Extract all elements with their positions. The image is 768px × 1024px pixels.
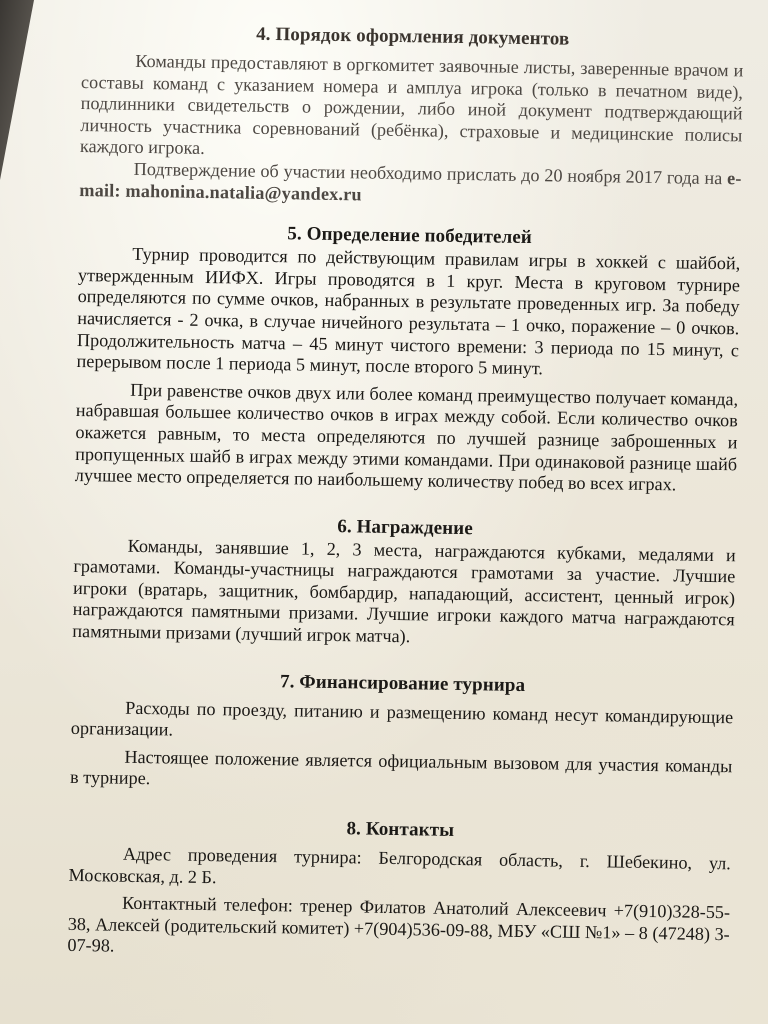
section-8-phones: Контактный телефон: тренер Филатов Анатолий Алексеевич +7(910)328-55-38, Алексей (родительский комитет) +7(904)536-09-88, МБУ «СШ №1» – 8 (47248) 3-07-98. [67, 892, 731, 957]
section-document-procedure [79, 20, 744, 212]
section-4-confirmation-text: Подтверждение об участии необходимо прислать до 20 ноября 2017 года на [133, 158, 728, 189]
section-5-title: 5. Определение победителей [287, 223, 533, 249]
section-8-address: Адрес проведения турнира: Белгородская область, г. Шебекино, ул. Московская, д. 2 Б. [68, 843, 731, 887]
section-8-title: 8. Контакты [346, 818, 455, 841]
section-4-paragraph-1: Команды предоставляют в оргкомитет заявочные листы, заверенные врачом и составы команд с указанием номера и амплуа игрока (только в печатном виде), подлинники свидетельств о рождении, либо иной документ подтверждающий личность участника соревнований (ребёнка), страховые и медицинские полисы каждого игрока. [79, 50, 744, 159]
section-7-paragraph-1: Расходы по проезду, питанию и размещению команд несут командирующие организации. [70, 697, 734, 740]
document-content [67, 20, 744, 967]
photo-background-edge [0, 0, 34, 180]
section-6-title: 6. Награждение [337, 515, 473, 539]
section-7-title: 7. Финансирование турнира [279, 670, 526, 696]
section-5-paragraph-1: Турнир проводится по действующим правилам игры в хоккей с шайбой, утвержденным ИИФХ. Игры проводятся в 1 круг. Места в круговом турнире определяются по сумме очков, набранных в результате проведенных игр. За победу начисляется - 2 очка, в случае ничейного результата – 1 очко, поражение – 0 очков. Продолжительность матча – 45 минут чистого времени: 3 периода по 15 минут, с перерывом после 1 периода 5 минут, после второго 5 минут. [76, 243, 741, 379]
section-4-title: 4. Порядок оформления документов [256, 23, 570, 50]
section-7-paragraph-2: Настоящее положение является официальным вызовом для участия команды в турнире. [69, 746, 733, 789]
section-financing [70, 667, 734, 800]
section-6-paragraph-1: Команды, занявшие 1, 2, 3 места, награждаются кубками, медалями и грамотами. Команды-участницы награждаются грамотами за участие. Лучшие игроки (вратарь, защитник, бомбардир, нападающий, ассистент, ценный игрок) награждаются памятными призами. Лучшие игроки каждого матча награждаются памятными призами (лучший игрок матча). [72, 535, 736, 647]
section-5-paragraph-2: При равенстве очков двух или более команд преимущество получает команда, набравшая большее количество очков в играх между собой. Если количество очков окажется равным, то места определяются по лучшей разнице заброшенных и пропущенных шайб в играх между этими командами. При одинаковой разнице шайб лучшее место определяется по наибольшему количеству побед во всех играх. [74, 379, 739, 495]
contact-email: e-mail: mahonina.natalia@yandex.ru [79, 168, 742, 204]
section-awards [72, 511, 736, 653]
section-winners [75, 219, 741, 497]
section-contacts [67, 813, 731, 967]
